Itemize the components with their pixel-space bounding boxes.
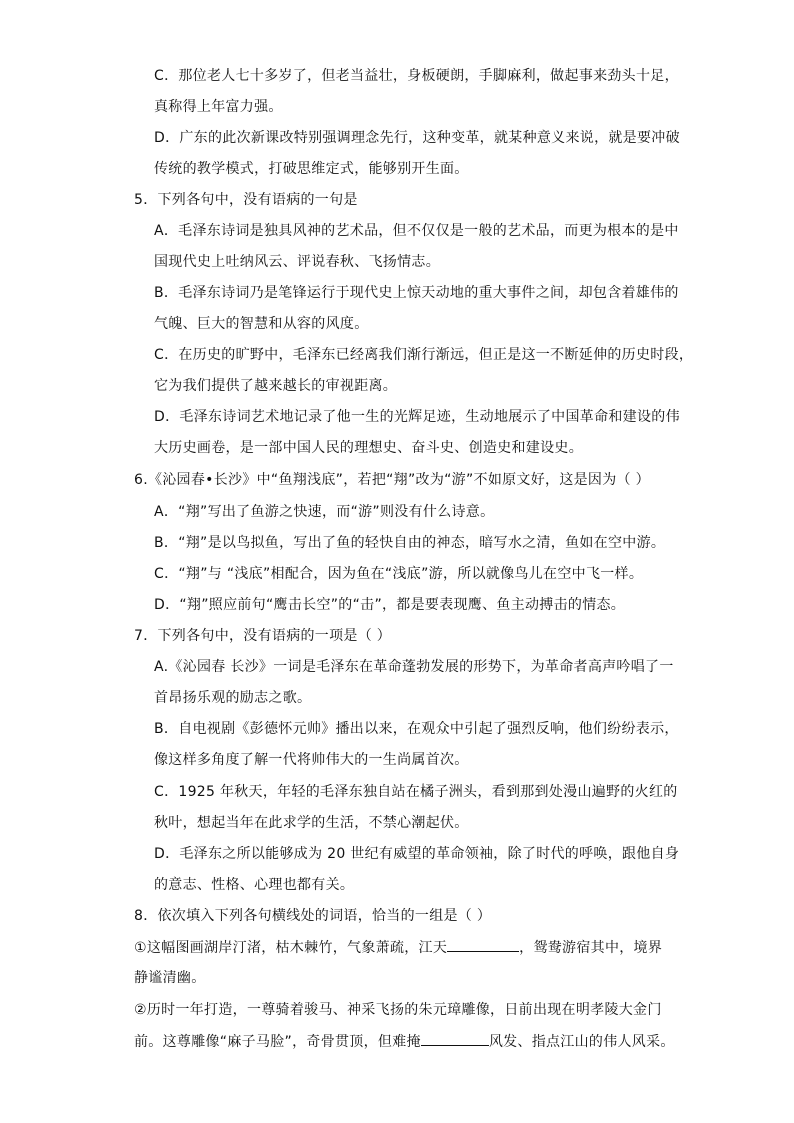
q8-item1-text-before: ①这幅图画湖岸汀渚，枯木棘竹，气象萧疏，江天 [134, 940, 448, 956]
q8-item2-line2 [134, 1031, 675, 1052]
q8-item1-line2: 静谧清幽。 [134, 970, 206, 986]
q7-option-b-line1: B．自电视剧《彭德怀元帅》播出以来，在观众中引起了强烈反响，他们纷纷表示， [154, 721, 679, 737]
q5-option-a-line2: 国现代史上吐纳风云、评说春秋、飞扬情志。 [154, 254, 440, 270]
q5-option-b-line1: B．毛泽东诗词乃是笔锋运行于现代史上惊天动地的重大事件之间，却包含着雄伟的 [154, 285, 679, 301]
q7-option-d-line2: 的意志、性格、心理也都有关。 [154, 877, 355, 893]
q8-item2-text-after: 风发、指点江山的伟人风采。 [488, 1034, 675, 1050]
fill-blank-1[interactable] [447, 937, 519, 952]
q5-stem: 5．下列各句中，没有语病的一句是 [134, 192, 358, 208]
q7-option-c-line2: 秋叶，想起当年在此求学的生活，不禁心潮起伏。 [154, 815, 469, 831]
q8-item2-text-before: 前。这尊雕像“麻子马脸”，奇骨贯顶，但难掩 [134, 1034, 421, 1050]
q7-option-a-line2: 首昂扬乐观的励志之歌。 [154, 690, 312, 706]
q7-option-d-line1: D．毛泽东之所以能够成为 20 世纪有威望的革命领袖，除了时代的呼唤，跟他自身 [154, 846, 680, 862]
q4-option-d-line2: 传统的教学模式，打破思维定式，能够别开生面。 [154, 161, 469, 177]
q6-option-a: A．“翔”写出了鱼游之快速，而“游”则没有什么诗意。 [154, 504, 495, 520]
q6-option-d: D．“翔”照应前句“鹰击长空”的“击”，都是要表现鹰、鱼主动搏击的情态。 [154, 597, 626, 613]
q8-stem: 8．依次填入下列各句横线处的词语，恰当的一组是（ ） [134, 908, 492, 924]
q7-option-c-line1: C．1925 年秋天，年轻的毛泽东独自站在橘子洲头，看到那到处漫山遍野的火红的 [154, 784, 678, 800]
q5-option-c-line2: 它为我们提供了越来越长的审视距离。 [154, 378, 398, 394]
q7-stem: 7．下列各句中，没有语病的一项是（ ） [134, 628, 392, 644]
q7-option-b-line2: 像这样多角度了解一代将帅伟大的一生尚属首次。 [154, 752, 469, 768]
fill-blank-2[interactable] [421, 1031, 489, 1046]
q4-option-c-line1: C．那位老人七十多岁了，但老当益壮，身板硬朗，手脚麻利，做起事来劲头十足， [154, 68, 679, 84]
q6-stem: 6.《沁园春•长沙》中“鱼翔浅底”，若把“翔”改为“游”不如原文好，这是因为（ ） [134, 472, 650, 488]
q8-item2-line1: ②历时一年打造，一尊骑着骏马、神采飞扬的朱元璋雕像，日前出现在明孝陵大金门 [134, 1002, 662, 1018]
q6-option-b: B．“翔”是以鸟拟鱼，写出了鱼的轻快自由的神态，暗写水之清，鱼如在空中游。 [154, 535, 666, 551]
q5-option-d-line1: D．毛泽东诗词艺术地记录了他一生的光辉足迹，生动地展示了中国革命和建设的伟 [154, 409, 680, 425]
q8-item1-text-after: ，鸳鸯游宿其中，境界 [519, 940, 663, 956]
q5-option-d-line2: 大历史画卷，是一部中国人民的理想史、奋斗史、创造史和建设史。 [154, 440, 583, 456]
q6-option-c: C．“翔”与 “浅底”相配合，因为鱼在“浅底”游，所以就像鸟儿在空中飞一样。 [154, 566, 644, 582]
q5-option-b-line2: 气魄、巨大的智慧和从容的风度。 [154, 316, 369, 332]
q4-option-c-line2: 真称得上年富力强。 [154, 99, 283, 115]
q4-option-d-line1: D．广东的此次新课改特别强调理念先行，这种变革，就某种意义来说，就是要冲破 [154, 130, 680, 146]
q8-item1-line1 [134, 937, 662, 958]
q5-option-a-line1: A．毛泽东诗词是独具风神的艺术品，但不仅仅是一般的艺术品，而更为根本的是中 [154, 223, 679, 239]
q5-option-c-line1: C．在历史的旷野中，毛泽东已经离我们渐行渐远，但正是这一不断延伸的历史时段， [154, 347, 694, 363]
q7-option-a-line1: A.《沁园春 长沙》一词是毛泽东在革命蓬勃发展的形势下，为革命者高声吟唱了一 [154, 659, 674, 675]
